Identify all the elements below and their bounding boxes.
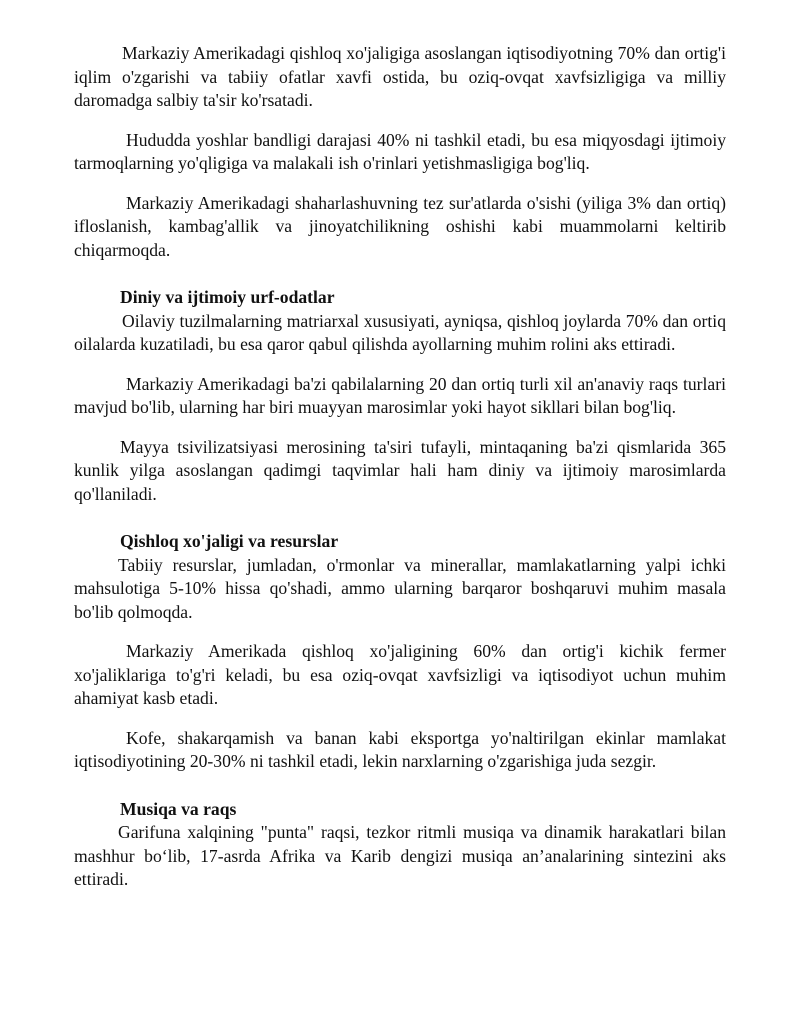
paragraph: Mayya tsivilizatsiyasi merosining ta'siri tufayli, mintaqaning ba'zi qismlarida 365 kunlik yilga asoslangan qadimgi taqvimlar hali ham diniy va ijtimoiy marosimlarda qo'llaniladi. xyxy=(74,436,726,504)
section-heading: Musiqa va raqs xyxy=(120,798,237,819)
paragraph: Tabiiy resurslar, jumladan, o'rmonlar va minerallar, mamlakatlarning yalpi ichki mahsulotiga 5-10% hissa qo'shadi, ammo ularning barqaror boshqaruvi muhim masala bo'lib qolmoqda. xyxy=(74,554,726,622)
paragraph: Markaziy Amerikadagi qishloq xo'jaligiga asoslangan iqtisodiyotning 70% dan ortig'i iqlim o'zgarishi va tabiiy ofatlar xavfi ostida, bu oziq-ovqat xavfsizligiga va milliy daromadga salbiy ta'sir ko'rsatadi. xyxy=(74,43,726,110)
paragraph: Kofe, shakarqamish va banan kabi eksportga yo'naltirilgan ekinlar mamlakat iqtisodiyotining 20-30% ni tashkil etadi, lekin narxlarning o'zgarishiga juda sezgir. xyxy=(74,727,726,771)
paragraph: Markaziy Amerikadagi shaharlashuvning tez sur'atlarda o'sishi (yiliga 3% dan ortiq) ifloslanish, kambag'allik va jinoyatchilikning oshishi kabi muammolarni keltirib chiqarmoqda. xyxy=(74,192,726,260)
paragraph: Garifuna xalqining "punta" raqsi, tezkor ritmli musiqa va dinamik harakatlari bilan mashhur bo‘lib, 17-asrda Afrika va Karib dengizi musiqa an’analarining sintezini aks ettiradi. xyxy=(74,822,726,889)
section-heading: Diniy va ijtimoiy urf-odatlar xyxy=(120,287,335,307)
section-heading: Qishloq xo'jaligi va resurslar xyxy=(120,531,339,551)
paragraph: Markaziy Amerikada qishloq xo'jaligining 60% dan ortig'i kichik fermer xo'jaliklariga to'g'ri keladi, bu esa oziq-ovqat xavfsizligi va iqtisodiyot uchun muhim ahamiyat kasb etadi. xyxy=(74,641,726,708)
paragraph: Hududda yoshlar bandligi darajasi 40% ni tashkil etadi, bu esa miqyosdagi ijtimoiy tarmoqlarning yo'qligiga va malakali ish o'rinlari yetishmasligiga bog'liq. xyxy=(74,129,726,173)
paragraph: Markaziy Amerikadagi ba'zi qabilalarning 20 dan ortiq turli xil an'anaviy raqs turlari mavjud bo'lib, ularning har biri muayyan marosimlar yoki hayot sikllari bilan bog'liq. xyxy=(74,373,726,417)
paragraph: Oilaviy tuzilmalarning matriarxal xususiyati, ayniqsa, qishloq joylarda 70% dan ortiq oilalarda kuzatiladi, bu esa qaror qabul qilishda ayollarning muhim rolini aks ettiradi. xyxy=(74,310,726,354)
